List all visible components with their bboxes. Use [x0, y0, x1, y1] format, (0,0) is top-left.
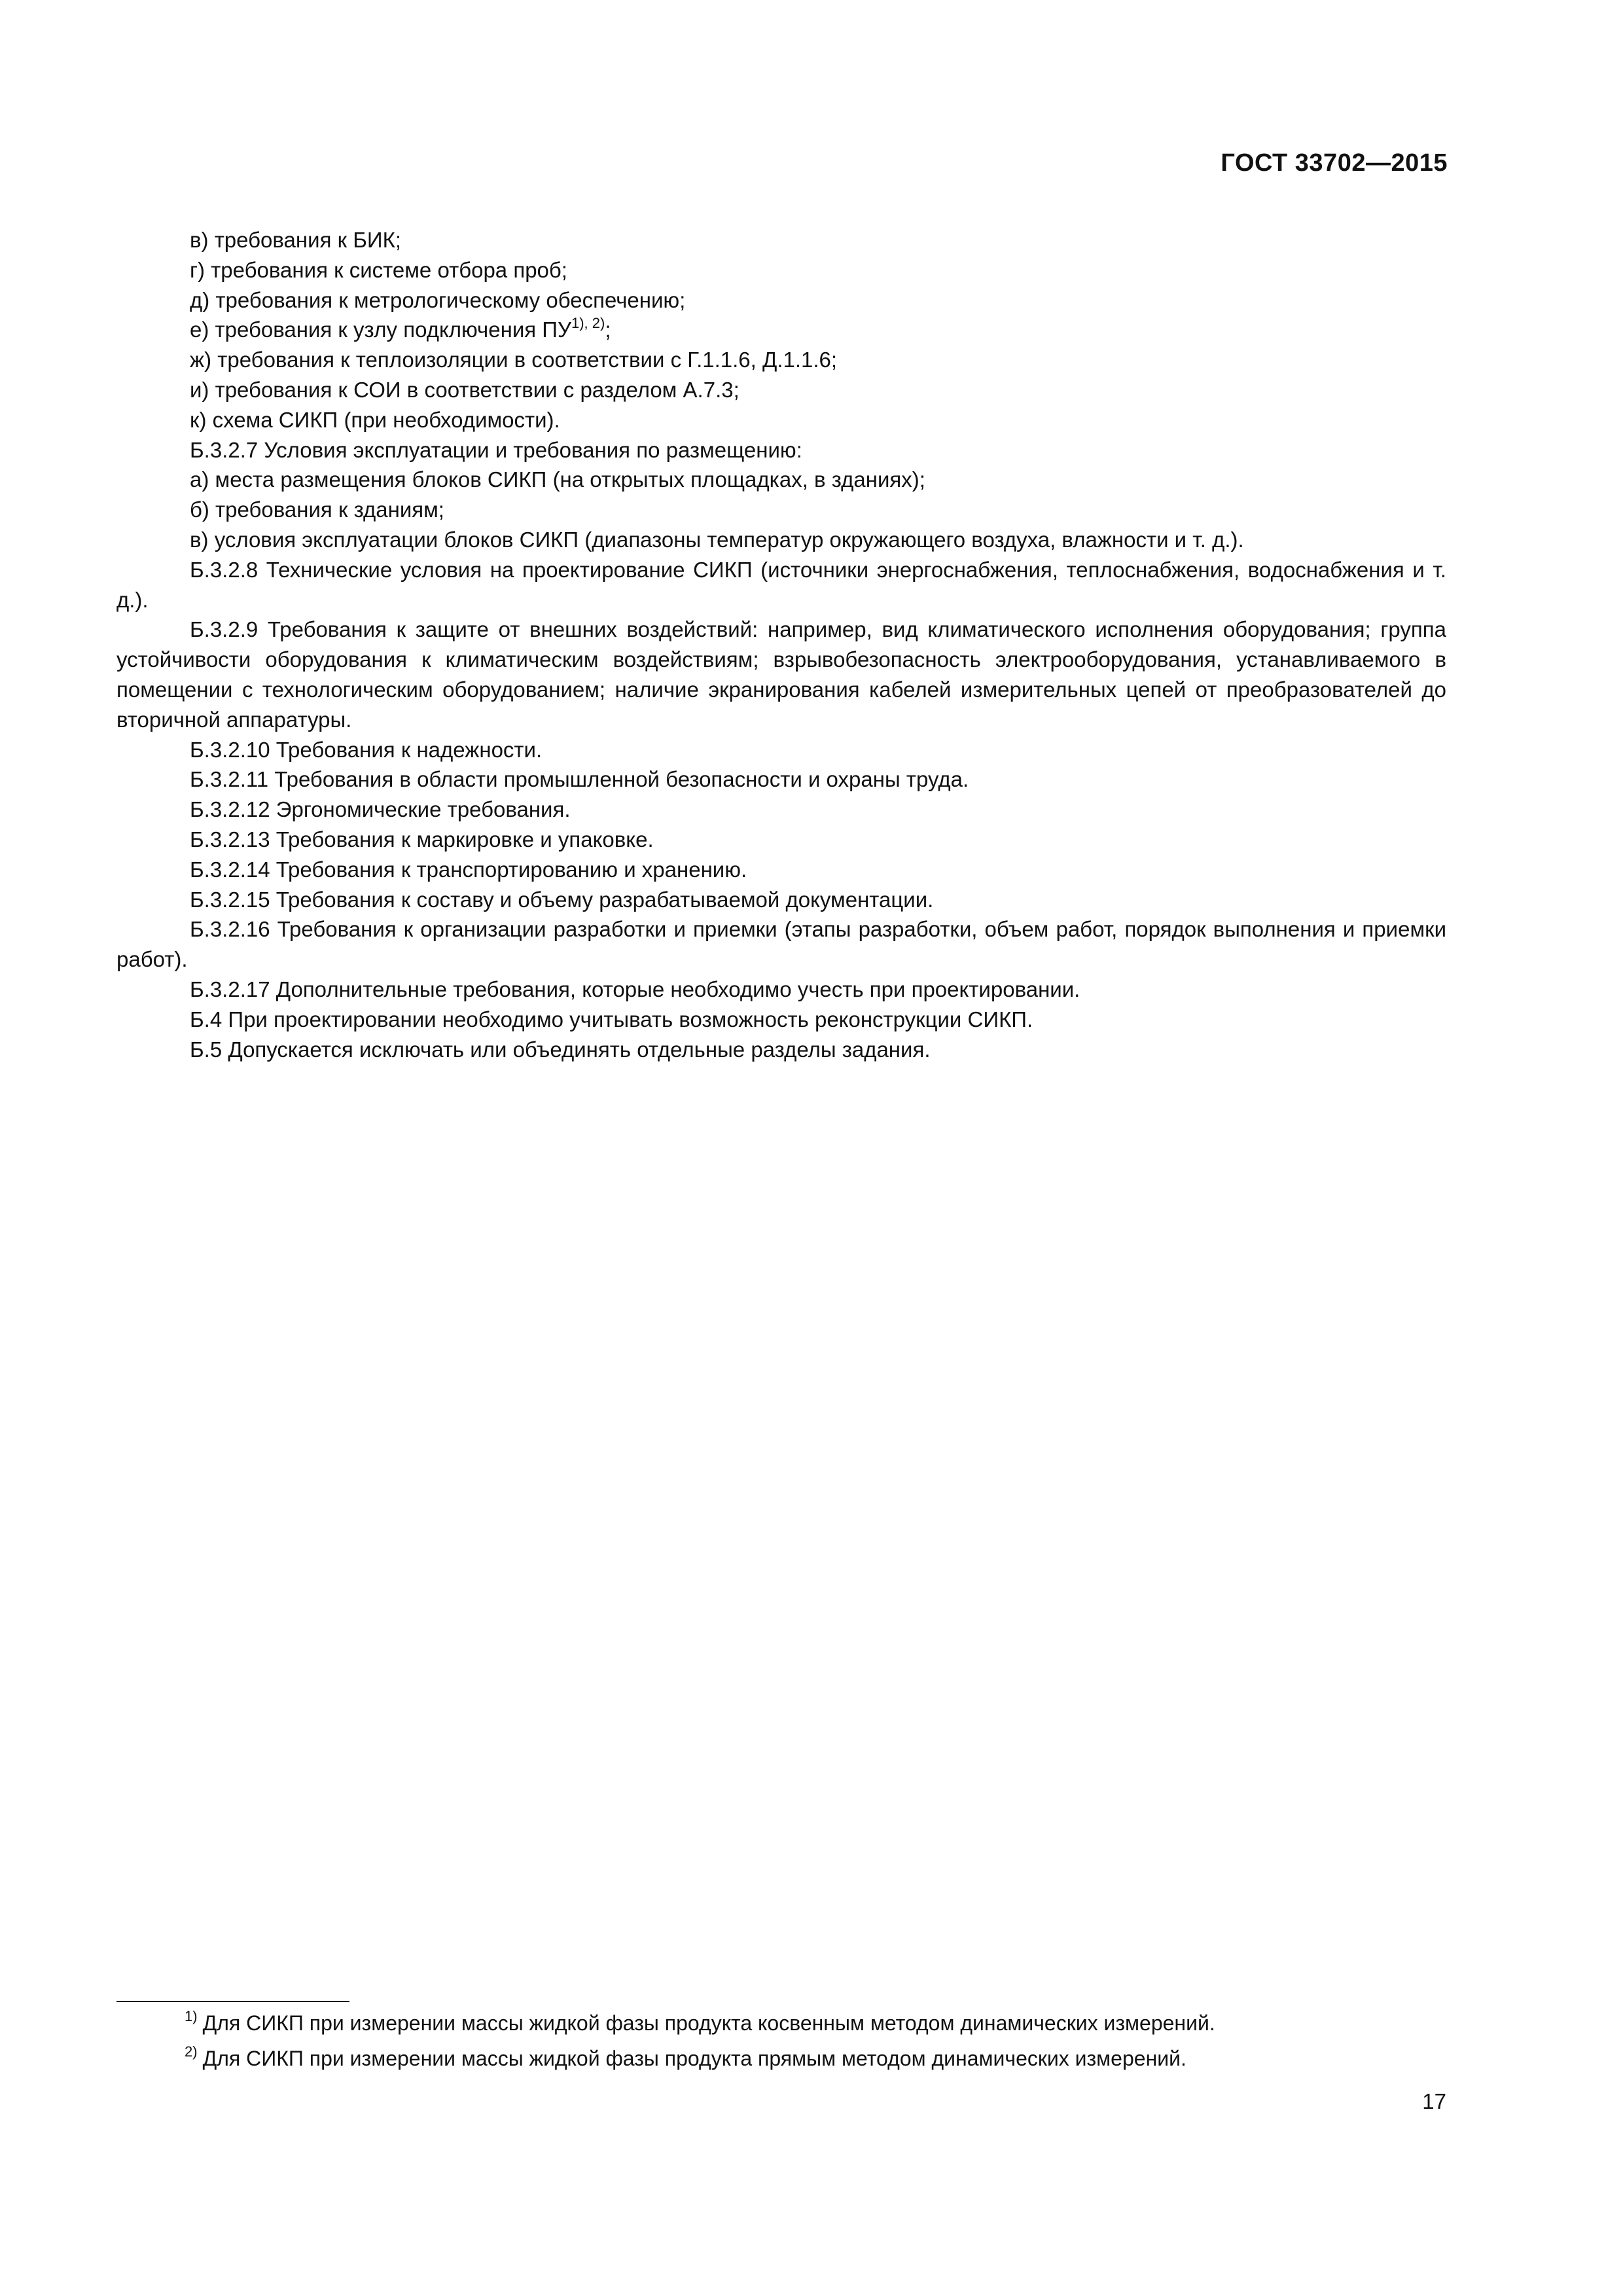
footnote-mark: 2)	[185, 2043, 198, 2060]
clause-b3210: Б.3.2.10 Требования к надежности.	[190, 737, 543, 762]
list-item-v: в) требования к БИК;	[190, 228, 401, 252]
footnotes	[116, 2005, 1446, 2076]
clause-b3217: Б.3.2.17 Дополнительные требования, которые необходимо учесть при проектировании.	[190, 977, 1080, 1001]
list-item-e	[116, 315, 1446, 345]
list-item-e-text: е) требования к узлу подключения ПУ	[190, 317, 571, 342]
clause-b3211: Б.3.2.11 Требования в области промышленной безопасности и охраны труда.	[190, 767, 969, 792]
list-item-v2: в) условия эксплуатации блоков СИКП (диапазоны температур окружающего воздуха, влажности и т. д.).	[190, 527, 1244, 552]
footnote-1	[116, 2005, 1446, 2041]
clause-b5: Б.5 Допускается исключать или объединять отдельные разделы задания.	[190, 1037, 931, 1062]
clause-b3212: Б.3.2.12 Эргономические требования.	[190, 797, 571, 822]
footnote-text: Для СИКП при измерении массы жидкой фазы продукта косвенным методом динамических измерений.	[202, 2011, 1215, 2035]
footnote-mark: 1)	[185, 2008, 198, 2024]
clause-b328: Б.3.2.8 Технические условия на проектирование СИКП (источники энергоснабжения, теплоснабжения, водоснабжения и т. д.).	[116, 557, 1446, 612]
footnote-ref: 1), 2)	[571, 315, 605, 332]
clause-b327: Б.3.2.7 Условия эксплуатации и требования по размещению:	[190, 437, 802, 462]
list-item-e-end: ;	[605, 317, 611, 342]
document-id: ГОСТ 33702—2015	[1221, 149, 1448, 177]
list-item-a: а) места размещения блоков СИКП (на открытых площадках, в зданиях);	[190, 467, 925, 492]
clause-b3214: Б.3.2.14 Требования к транспортированию и хранению.	[190, 857, 747, 882]
clause-b3216: Б.3.2.16 Требования к организации разработки и приемки (этапы разработки, объем работ, порядок выполнения и приемки работ).	[116, 917, 1446, 972]
list-item-g: г) требования к системе отбора проб;	[190, 257, 567, 282]
footnote-divider	[116, 2001, 349, 2002]
footnote-text: Для СИКП при измерении массы жидкой фазы продукта прямым методом динамических измерений.	[202, 2047, 1186, 2070]
list-item-d: д) требования к метрологическому обеспечению;	[190, 287, 686, 312]
clause-b3215: Б.3.2.15 Требования к составу и объему разрабатываемой документации.	[190, 887, 934, 912]
footnote-2	[116, 2041, 1446, 2076]
clause-b3213: Б.3.2.13 Требования к маркировке и упаковке.	[190, 827, 654, 852]
list-item-i: и) требования к СОИ в соответствии с разделом А.7.3;	[190, 377, 740, 402]
document-body	[116, 225, 1446, 1064]
list-item-b: б) требования к зданиям;	[190, 497, 444, 522]
page-number: 17	[1422, 2089, 1446, 2113]
document-header	[1221, 149, 1448, 177]
list-item-zh: ж) требования к теплоизоляции в соответствии с Г.1.1.6, Д.1.1.6;	[190, 348, 838, 372]
list-item-k: к) схема СИКП (при необходимости).	[190, 407, 560, 432]
clause-b329: Б.3.2.9 Требования к защите от внешних воздействий: например, вид климатического исполнения оборудования; группа устойчивости оборудования к климатическим воздействиям; взрывобезопасность электрооборудования, устанавливаемого в помещении с технологическим оборудованием; наличие экранирования кабелей измерительных цепей от преобразователей до вторичной аппаратуры.	[116, 617, 1446, 732]
clause-b4: Б.4 При проектировании необходимо учитывать возможность реконструкции СИКП.	[190, 1007, 1033, 1031]
